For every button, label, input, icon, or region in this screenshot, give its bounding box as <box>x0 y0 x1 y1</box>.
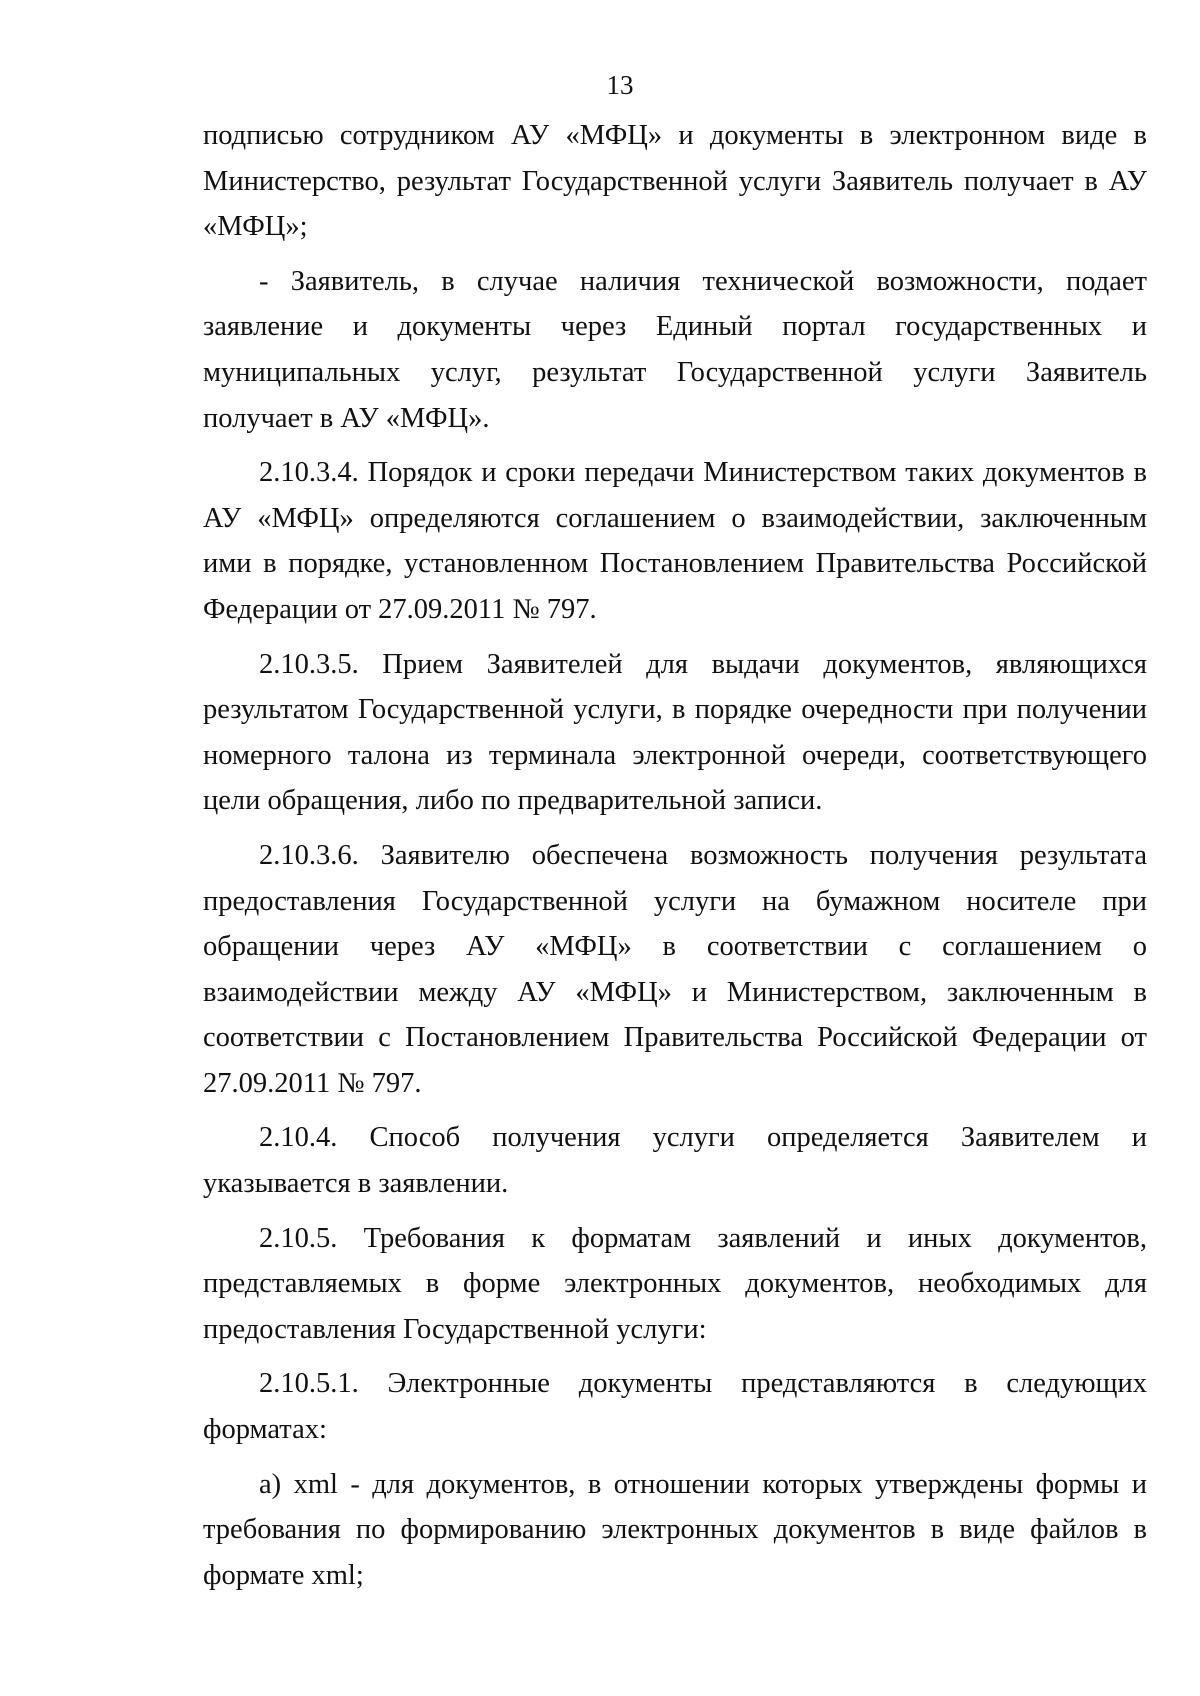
paragraph-item-a-xml: а) xml - для документов, в отношении которых утверждены формы и требования по формированию электронных документов в виде файлов в формате xml; <box>203 1468 1147 1591</box>
paragraph-2-10-5-1: 2.10.5.1. Электронные документы представляются в следующих форматах: <box>203 1368 1147 1446</box>
paragraph-continuation: подписью сотрудником АУ «МФЦ» и документы в электронном виде в Министерство, результат Государственной услуги Заявитель получает в АУ «МФЦ»; <box>203 120 1147 243</box>
page-number: 13 <box>606 70 634 100</box>
paragraph-2-10-5: 2.10.5. Требования к форматам заявлений и иных документов, представляемых в форме электронных документов, необходимых для предоставления Государственной услуги: <box>203 1222 1147 1345</box>
document-body <box>203 113 1147 1598</box>
paragraph-2-10-3-4: 2.10.3.4. Порядок и сроки передачи Министерством таких документов в АУ «МФЦ» определяются соглашением о взаимодействии, заключенным ими в порядке, установленном Постановлением Правительства Российской Федерации от 27.09.2011 № 797. <box>203 457 1147 625</box>
paragraph-applicant-epgu: - Заявитель, в случае наличия технической возможности, подает заявление и документы через Единый портал государственных и муниципальных услуг, результат Государственной услуги Заявитель получает в АУ «МФЦ». <box>203 265 1147 434</box>
paragraph-2-10-3-5: 2.10.3.5. Прием Заявителей для выдачи документов, являющихся результатом Государственной услуги, в порядке очередности при получении номерного талона из терминала электронной очереди, соответствующего цели обращения, либо по предварительной записи. <box>203 648 1147 817</box>
paragraph-2-10-3-6: 2.10.3.6. Заявителю обеспечена возможность получения результата предоставления Государственной услуги на бумажном носителе при обращении через АУ «МФЦ» в соответствии с соглашением о взаимодействии между АУ «МФЦ» и Министерством, заключенным в соответствии с Постановлением Правительства Российской Федерации от 27.09.2011 № 797. <box>203 839 1147 1099</box>
paragraph-2-10-4: 2.10.4. Способ получения услуги определяется Заявителем и указывается в заявлении. <box>203 1122 1147 1200</box>
